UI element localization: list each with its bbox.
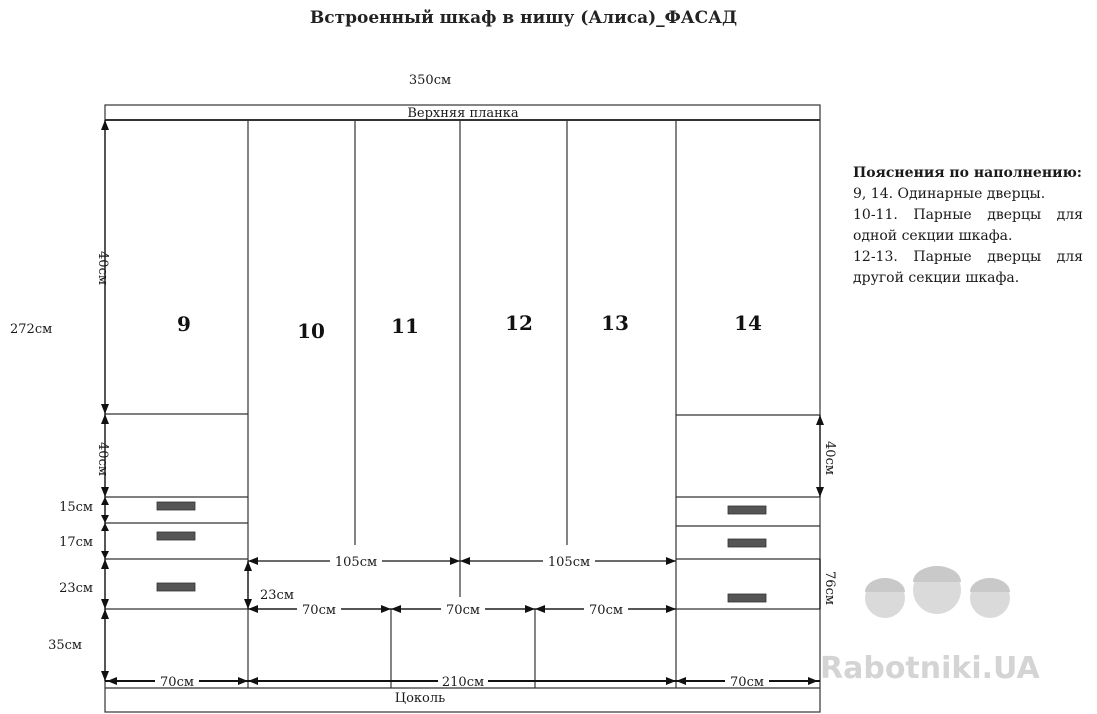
dim-bottom-right: 70см (730, 675, 764, 690)
dim-center-drawer-height: 23см (260, 588, 294, 603)
watermark-text: Rabotniki.UA (820, 651, 1040, 686)
note-item: 10-11. Парные дверцы для одной секции шкафа. (853, 207, 1083, 244)
dim-left-drawer2: 15см (59, 500, 93, 515)
watermark (820, 566, 1040, 686)
section-number: 14 (734, 311, 762, 335)
drawer-handle (728, 506, 766, 514)
dim-left-drawer1: 40см (95, 442, 110, 476)
wardrobe-outline (105, 105, 820, 712)
dim-left-drawer3: 17см (59, 535, 93, 550)
section-number: 10 (297, 319, 325, 343)
dim-center-drawer-w3: 70см (589, 603, 623, 618)
top-bar-label: Верхняя планка (407, 106, 519, 121)
dim-bottom-center: 210см (441, 675, 485, 690)
note-item: 9, 14. Одинарные дверцы. (853, 186, 1046, 202)
dim-bottom-left: 70см (160, 675, 194, 690)
dim-plinth-height: 35см (48, 638, 82, 653)
section-number: 9 (177, 312, 191, 336)
note-item: 12-13. Парные дверцы для другой секции шкафа. (853, 249, 1083, 286)
drawer-handle (157, 532, 195, 540)
drawing-title: Встроенный шкаф в нишу (Алиса)_ФАСАД (309, 8, 738, 28)
section-number: 11 (391, 314, 419, 338)
dim-left-top-height: 40см (95, 251, 110, 285)
plinth-label: Цоколь (394, 691, 446, 706)
dim-left-drawer4: 23см (59, 581, 93, 596)
dim-total-height: 272см (10, 322, 53, 337)
drawer-handle (157, 583, 195, 591)
dim-center-half-left: 105см (334, 555, 378, 570)
drawer-handle (157, 502, 195, 510)
dim-total-width: 350см (408, 73, 452, 88)
drawer-handle (728, 594, 766, 602)
dim-right-drawers: 76см (822, 571, 837, 605)
dim-right-drawer1: 40см (822, 441, 837, 475)
notes-heading: Пояснения по наполнению: (853, 165, 1082, 181)
dim-center-half-right: 105см (547, 555, 591, 570)
section-number: 13 (601, 311, 629, 335)
filling-notes (853, 163, 1083, 289)
dim-center-drawer-w1: 70см (302, 603, 336, 618)
workers-helmet-icon (865, 566, 1010, 618)
section-number: 12 (505, 311, 533, 335)
drawer-handle (728, 539, 766, 547)
dim-center-drawer-w2: 70см (446, 603, 480, 618)
